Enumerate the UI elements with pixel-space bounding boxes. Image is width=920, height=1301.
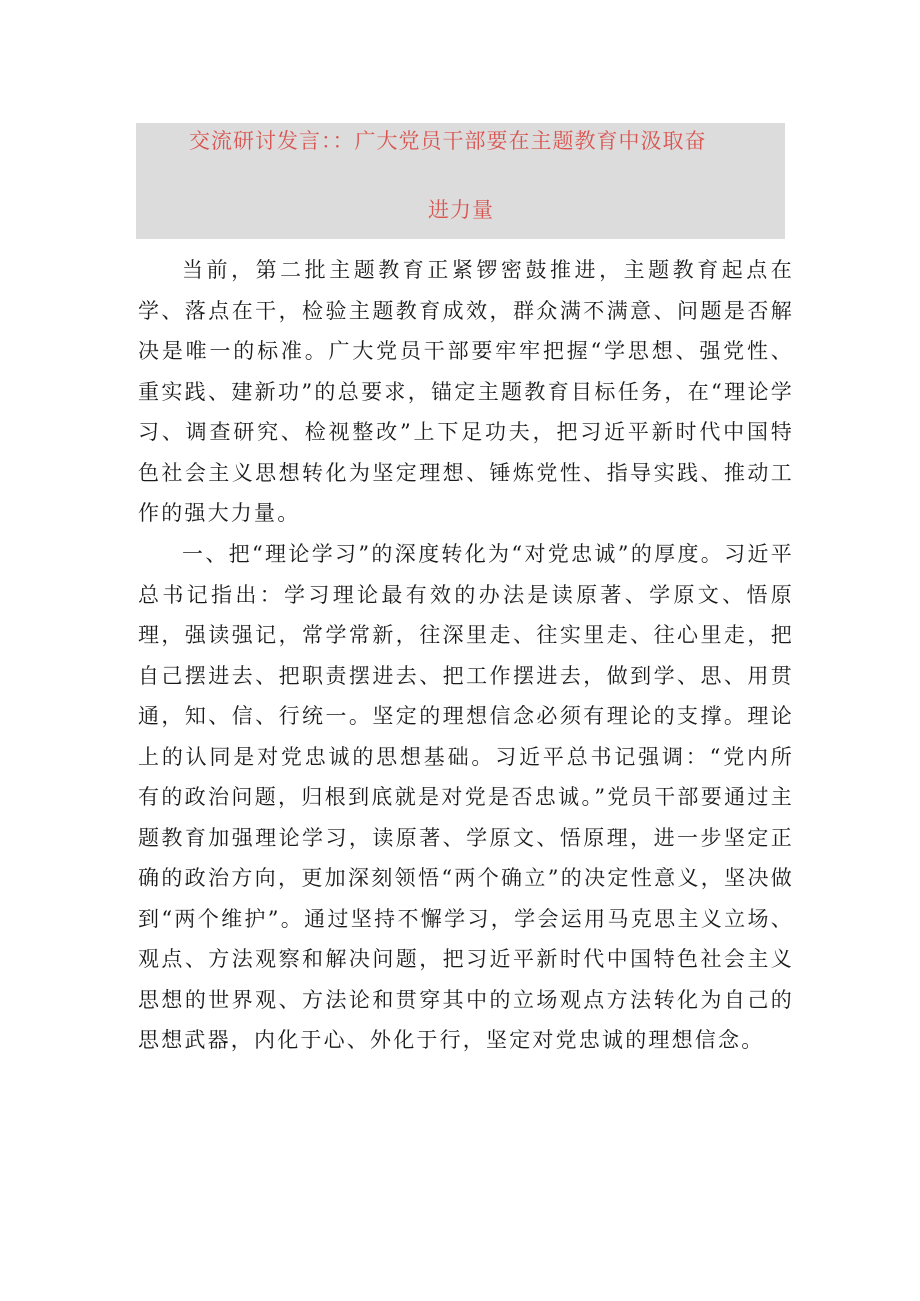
body-paragraph-2: 一、把“理论学习”的深度转化为“对党忠诚”的厚度。习近平总书记指出：学习理论最有效的办法是读原著、学原文、悟原理，强读强记，常学常新，往深里走、往实里走、往心里走，把自己摆进去、把职责摆进去、把工作摆进去，做到学、思、用贯通，知、信、行统一。坚定的理想信念必须有理论的支撑。理论上的认同是对党忠诚的思想基础。习近平总书记强调：“党内所有的政治问题，归根到底就是对党是否忠诚。”党员干部要通过主题教育加强理论学习，读原著、学原文、悟原理，进一步坚定正确的政治方向，更加深刻领悟“两个确立”的决定性意义，坚决做到“两个维护”。通过坚持不懈学习，学会运用马克思主义立场、观点、方法观察和解决问题，把习近平新时代中国特色社会主义思想的世界观、方法论和贯穿其中的立场观点方法转化为自己的思想武器，内化于心、外化于行，坚定对党忠诚的理想信念。 xyxy=(138,542,794,1052)
document-title-line-1: 交流研讨发言：：广大党员干部要在主题教育中汲取奋 xyxy=(189,129,707,153)
body-paragraph-1: 当前，第二批主题教育正紧锣密鼓推进，主题教育起点在学、落点在干，检验主题教育成效，群众满不满意、问题是否解决是唯一的标准。广大党员干部要牢牢把握“学思想、强党性、重实践、建新功”的总要求，锚定主题教育目标任务，在“理论学习、调查研究、检视整改”上下足功夫，把习近平新时代中国特色社会主义思想转化为坚定理想、锤炼党性、指导实践、推动工作的强大力量。 xyxy=(138,258,794,525)
document-title-line-2: 进力量 xyxy=(428,198,494,222)
